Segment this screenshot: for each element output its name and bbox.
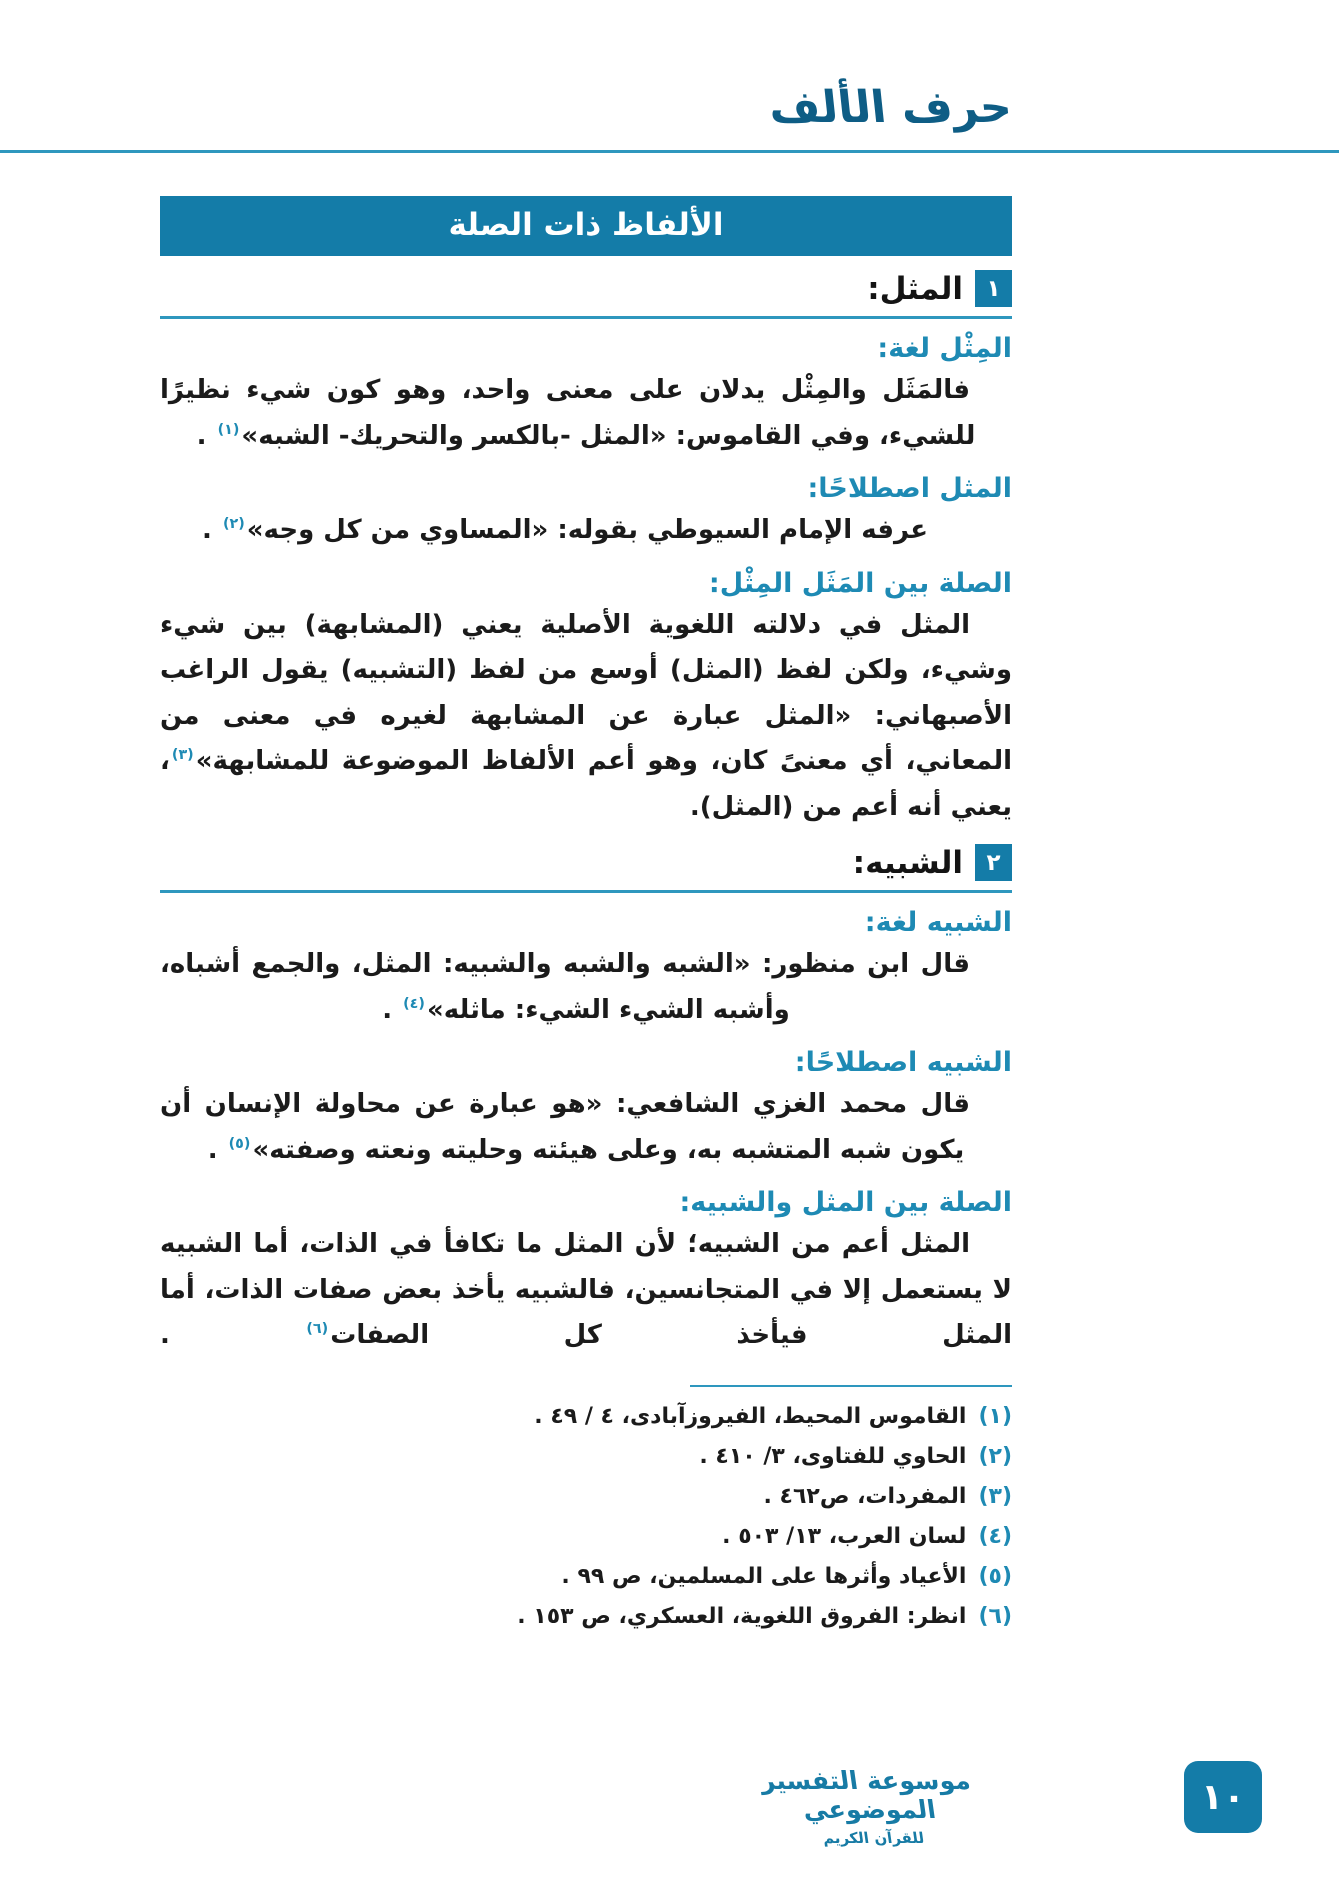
footnote-ref: (١) <box>217 421 240 438</box>
footnote-number: (٥) <box>978 1564 1012 1590</box>
section-title: المثل: <box>867 270 963 307</box>
paragraph-text: قال ابن منظور: «الشبه والشبه والشبيه: المثل، والجمع أشباه، وأشبه الشيء الشيء: ماثله» <box>160 949 970 1025</box>
footnote-number: (٤) <box>978 1524 1012 1550</box>
paragraph <box>160 1082 1012 1173</box>
paragraph <box>160 942 1012 1033</box>
section-shabih <box>160 844 1012 1359</box>
publisher-logo <box>738 1767 999 1847</box>
logo-title: موسوعة التفسير الموضوعي <box>758 1765 973 1824</box>
section-number-badge: ٢ <box>975 844 1012 881</box>
footnote-number: (١) <box>978 1403 1012 1429</box>
footnote-divider <box>690 1385 1012 1387</box>
paragraph-text: فالمَثَل والمِثْل يدلان على معنى واحد، وهو كون شيء نظيرًا للشيء، وفي القاموس: «المثل -بالكسر والتحريك- الشبه» <box>160 375 976 451</box>
paragraph-tail: . <box>202 515 221 545</box>
paragraph-text: المثل في دلالته اللغوية الأصلية يعني (المشابهة) بين شيء وشيء، ولكن لفظ (المثل) أوسع من لفظ (التشبيه) يقول الراغب الأصبهاني: «المثل عبارة عن المشابهة لغيره في معنى من المعاني، أي معنىً كان، وهو أعم الألفاظ الموضوعة للمشابهة» <box>160 609 1012 776</box>
footnote-number: (٢) <box>978 1443 1012 1469</box>
subheading-silah-mathal-shabih: الصلة بين المثل والشبيه: <box>679 1187 1012 1218</box>
footnote-ref: (٢) <box>222 516 245 533</box>
paragraph-text: عرفه الإمام السيوطي بقوله: «المساوي من كل وجه» <box>246 515 928 545</box>
footnote <box>160 1479 1012 1514</box>
paragraph-tail: . <box>160 1320 305 1350</box>
paragraph-tail: . <box>207 1134 227 1165</box>
footnote-text: المفردات، ص٤٦٢ . <box>763 1483 967 1509</box>
paragraph-tail: ، يعني أنه أعم من (المثل). <box>160 746 1012 822</box>
footnote-text: الأعياد وأثرها على المسلمين، ص ٩٩ . <box>561 1564 967 1590</box>
header-divider <box>0 150 1339 153</box>
page-number-badge <box>1184 1761 1262 1833</box>
footnote-ref: (٤) <box>403 995 425 1012</box>
subheading-shabih-lugha: الشبيه لغة: <box>864 907 1012 938</box>
paragraph <box>160 603 1012 831</box>
footnote <box>160 1599 1012 1634</box>
chapter-header: حرف الألف <box>766 82 1015 133</box>
subheading-silah-mathal-mithl: الصلة بين المَثَل المِثْل: <box>708 567 1012 599</box>
footnote-text: لسان العرب، ١٣/ ٥٠٣ . <box>722 1524 967 1550</box>
footnote-number: (٣) <box>978 1483 1012 1509</box>
footnote <box>160 1559 1012 1594</box>
footnote-ref: (٦) <box>306 1321 329 1338</box>
page-number: ١٠ <box>1201 1776 1245 1818</box>
footnote <box>160 1519 1012 1554</box>
paragraph-tail: . <box>382 994 402 1025</box>
paragraph-tail: . <box>196 420 216 451</box>
section-title: الشبيه: <box>852 844 963 881</box>
section-divider <box>160 890 1012 893</box>
subheading-shabih-istilah: الشبيه اصطلاحًا: <box>794 1047 1012 1078</box>
content-column <box>160 196 1012 1640</box>
footnote-text: القاموس المحيط، الفيروزآبادى، ٤ / ٤٩ . <box>534 1403 967 1429</box>
paragraph <box>160 368 1012 459</box>
section-number-badge: ١ <box>975 270 1012 307</box>
paragraph <box>160 1222 1012 1359</box>
footnote-text: انظر: الفروق اللغوية، العسكري، ص ١٥٣ . <box>517 1604 967 1630</box>
paragraph-text: المثل أعم من الشبيه؛ لأن المثل ما تكافأ في الذات، أما الشبيه لا يستعمل إلا في المتجانسين، فالشبيه يأخذ بعض صفات الذات، أما المثل فيأخذ كل الصفات <box>160 1229 1012 1350</box>
footnote-ref: (٥) <box>228 1135 251 1152</box>
footnote-text: الحاوي للفتاوى، ٣/ ٤١٠ . <box>699 1443 967 1469</box>
section-mathal <box>160 270 1012 830</box>
subheading-mathal-istilah: المثل اصطلاحًا: <box>807 473 1012 504</box>
section-heading <box>160 844 1012 881</box>
footnote <box>160 1399 1012 1434</box>
footnote-number: (٦) <box>978 1604 1012 1630</box>
logo-subtitle: للقرآن الكريم <box>821 1828 926 1846</box>
section-divider <box>160 316 1012 319</box>
related-terms-banner <box>160 196 1012 256</box>
section-heading <box>160 270 1012 307</box>
subheading-mathal-lugha: المِثْل لغة: <box>877 333 1012 364</box>
banner-title: الألفاظ ذات الصلة <box>448 207 724 243</box>
footnote <box>160 1439 1012 1474</box>
footnote-ref: (٣) <box>171 747 194 764</box>
paragraph <box>160 508 1012 554</box>
paragraph-text: قال محمد الغزي الشافعي: «هو عبارة عن محاولة الإنسان أن يكون شبه المتشبه به، وعلى هيئته وحليته ونعته وصفته» <box>160 1089 970 1165</box>
footnotes <box>160 1385 1012 1635</box>
